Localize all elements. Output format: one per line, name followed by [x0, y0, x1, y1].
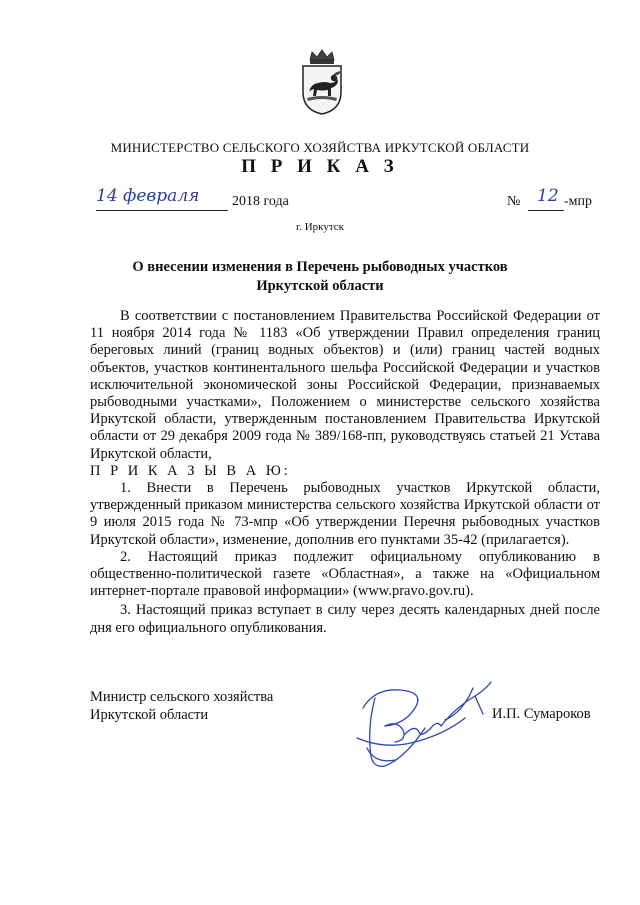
city: г. Иркутск: [295, 221, 345, 233]
document-body: [90, 308, 600, 637]
document-type-heading: П Р И К А З: [241, 156, 399, 177]
title-line-2: Иркутской области: [256, 278, 384, 294]
preamble-paragraph: В соответствии с постановлением Правительства Российской Федерации от 11 ноября 2014 года № 1183 «Об утверждении Правил определения границ береговых линий (границ водных объектов) и (или) границ частей водных объектов, участков континентального шельфа Российской Федерации и участков исключительной экономической зоны Российской Федерации, признаваемых рыбоводными участками», Положением о министерстве сельского хозяйства Иркутской области, утвержденным постановлением Правительства Иркутской области от 29 декабря 2009 года № 389/168-пп, руководствуясь статьей 21 Устава Иркутской области,: [90, 308, 600, 462]
ministry-name: МИНИСТЕРСТВО СЕЛЬСКОГО ХОЗЯЙСТВА ИРКУТСКОЙ ОБЛАСТИ: [110, 140, 530, 155]
irkutsk-coat-of-arms-icon: [300, 48, 344, 116]
signatory-position: [90, 689, 273, 724]
handwritten-date: 14 февраля: [96, 186, 200, 206]
date-year: 2018 года: [232, 194, 289, 209]
order-word: П Р И К А З Ы В А Ю:: [90, 462, 291, 479]
number-suffix: -мпр: [564, 194, 593, 209]
order-item-2: 2. Настоящий приказ подлежит официальному опубликованию в общественно-политической газете «Областная», а также на «Официальном интернет-портале правовой информации» (www.pravo.gov.ru).: [90, 548, 600, 600]
document-title: [0, 258, 640, 296]
order-item-1: 1. Внести в Перечень рыбоводных участков Иркутской области, утвержденный приказом министерства сельского хозяйства Иркутской области от 9 июля 2015 года № 73-мпр «Об утверждении Перечня рыбоводных участков Иркутской области», изменение, дополнив его пунктами 35-42 (прилагается).: [90, 480, 600, 548]
title-line-1: О внесении изменения в Перечень рыбоводных участков: [132, 259, 508, 275]
order-item-3: 3. Настоящий приказ вступает в силу через десять календарных дней после дня его официального опубликования.: [90, 602, 600, 636]
position-line-1: Министр сельского хозяйства: [90, 689, 274, 705]
number-sign: №: [507, 194, 521, 209]
signatory-name: И.П. Сумароков: [492, 706, 591, 722]
handwritten-signature-icon: [345, 668, 495, 776]
handwritten-number: 12: [537, 186, 559, 206]
position-line-2: Иркутской области: [90, 706, 209, 723]
